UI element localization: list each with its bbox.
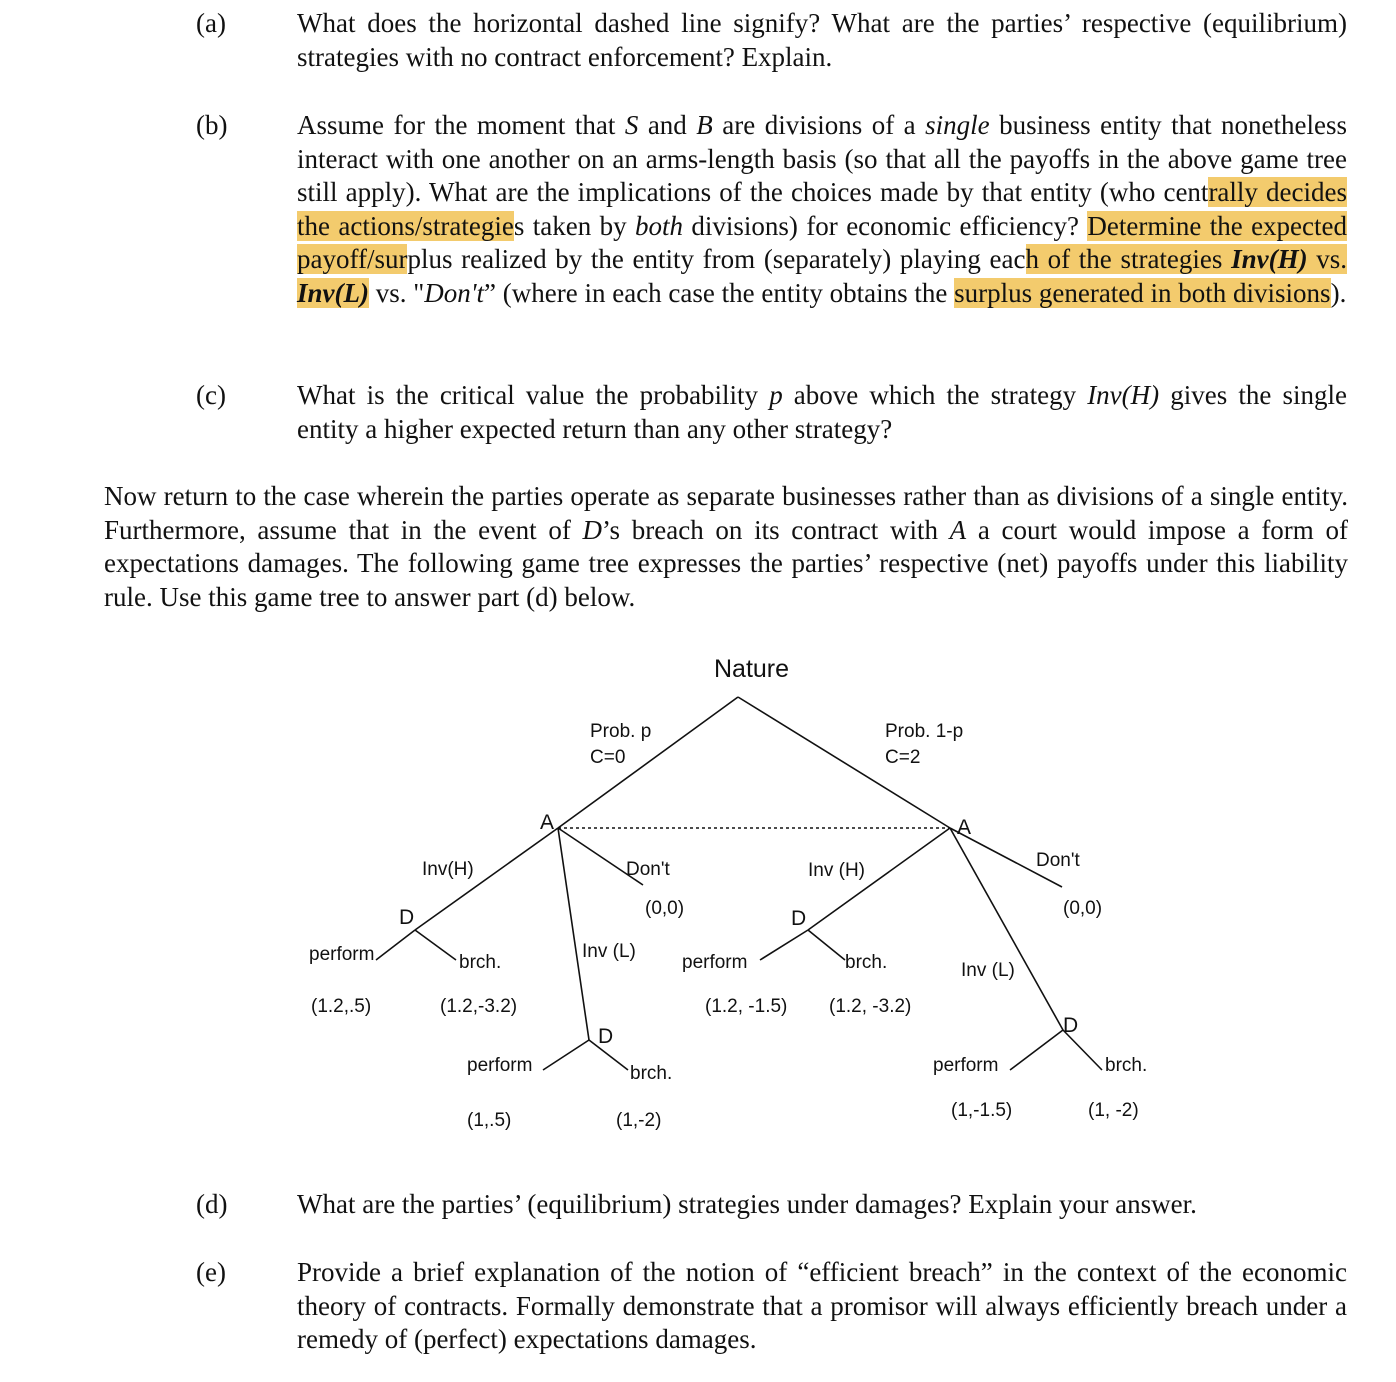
label-left-l-perform: perform [467,1055,533,1076]
label-right-l-brch: brch. [1105,1055,1148,1076]
question-d-text: What are the parties’ (equilibrium) strategies under damages? Explain your answer. [297,1189,1197,1219]
intro-paragraph: Now return to the case wherein the parties operate as separate businesses rather than as divisions of a single entity. Furthermore, assume that in the event of D’s breach on its contract with A a court would impose a form of expectations damages. The following game tree expresses the parties’ respective (net) payoffs under this liability rule. Use this game tree to answer part (d) below. [104,481,1348,612]
branch-right-h-brch [808,930,845,960]
highlight: surplus generated in both divisions [954,277,1331,308]
payoff-right-h-brch: (1.2, -3.2) [829,996,912,1017]
branch-right-h-perform [760,930,808,960]
branch-right-l-perform [1010,1030,1063,1070]
label-left-h-perform: perform [309,944,375,965]
highlight: h of the strategies Inv(H) vs. Inv(L) [297,244,1347,308]
payoff-right-h-perform: (1.2, -1.5) [705,996,788,1017]
label-left-inv-h: Inv(H) [422,859,474,880]
label-right-l-perform: perform [933,1055,999,1076]
label-left-dont: Don't [626,859,670,880]
payoff-left-h-perform: (1.2,.5) [311,996,372,1017]
label-left-inv-l: Inv (L) [582,941,636,962]
question-d-label: (d) [196,1189,228,1219]
label-c0: C=0 [590,747,626,768]
label-right-inv-h: Inv (H) [808,860,865,881]
question-a-text: What does the horizontal dashed line signify? What are the parties’ respective (equilibrium) strategies with no contract enforcement? Explain. [297,8,1347,72]
payoff-left-l-perform: (1,.5) [467,1110,512,1131]
node-nature: Nature [714,655,790,683]
highlight: Determine the expected payoff/sur [297,210,1348,274]
highlight: rally decides the actions/strategie [297,177,1347,241]
label-right-dont: Don't [1036,850,1080,871]
node-d-right-h: D [791,907,807,930]
payoff-left-dont: (0,0) [645,898,685,919]
payoff-right-l-perform: (1,-1.5) [951,1100,1013,1121]
question-c-text: What is the critical value the probability p above which the strategy Inv(H) gives the single entity a higher expected return than any other strategy? [297,380,1347,444]
label-right-h-brch: brch. [845,952,888,973]
label-left-h-brch: brch. [459,952,502,973]
question-e-label: (e) [196,1257,226,1287]
label-prob-p: Prob. p [590,721,652,742]
branch-left-h-brch [415,930,456,960]
payoff-left-l-brch: (1,-2) [616,1110,662,1131]
payoff-right-l-brch: (1, -2) [1088,1100,1139,1121]
payoff-left-h-brch: (1.2,-3.2) [440,996,518,1017]
payoff-right-dont: (0,0) [1063,898,1103,919]
question-a-label: (a) [196,8,226,38]
branch-nature-left [558,697,738,828]
label-left-l-brch: brch. [630,1063,673,1084]
question-c-label: (c) [196,380,226,410]
label-right-inv-l: Inv (L) [961,960,1015,981]
label-right-h-perform: perform [682,952,748,973]
label-prob-1-p: Prob. 1-p [885,721,964,742]
question-e-text: Provide a brief explanation of the notion of “efficient breach” in the context of the economic theory of contracts. Formally demonstrate that a promisor will always efficiently breach under a remedy of (perfect) expectations damages. [297,1257,1347,1354]
node-a-left: A [540,811,555,834]
branch-left-l-perform [543,1040,589,1070]
node-a-right: A [957,816,972,839]
question-b-text: Assume for the moment that S and B are divisions of a single business entity that nonetheless interact with one another on an arms-length basis (so that all the payoffs in the above game tree still apply). What are the implications of the choices made by that entity (who centrally decides the actions/strategies taken by both divisions) for economic efficiency? Determine the expected payoff/surplus realized by the entity from (separately) playing each of the strategies Inv(H) vs. Inv(L) vs. "Don't” (where in each case the entity obtains the surplus generated in both divisions). [297,110,1348,308]
label-c2: C=2 [885,747,921,768]
branch-left-inv-l [558,828,589,1040]
node-d-right-l: D [1063,1014,1079,1037]
question-b-label: (b) [196,110,228,140]
node-d-left-l: D [598,1025,614,1048]
branch-left-h-perform [376,930,415,960]
node-d-left-h: D [399,906,415,929]
